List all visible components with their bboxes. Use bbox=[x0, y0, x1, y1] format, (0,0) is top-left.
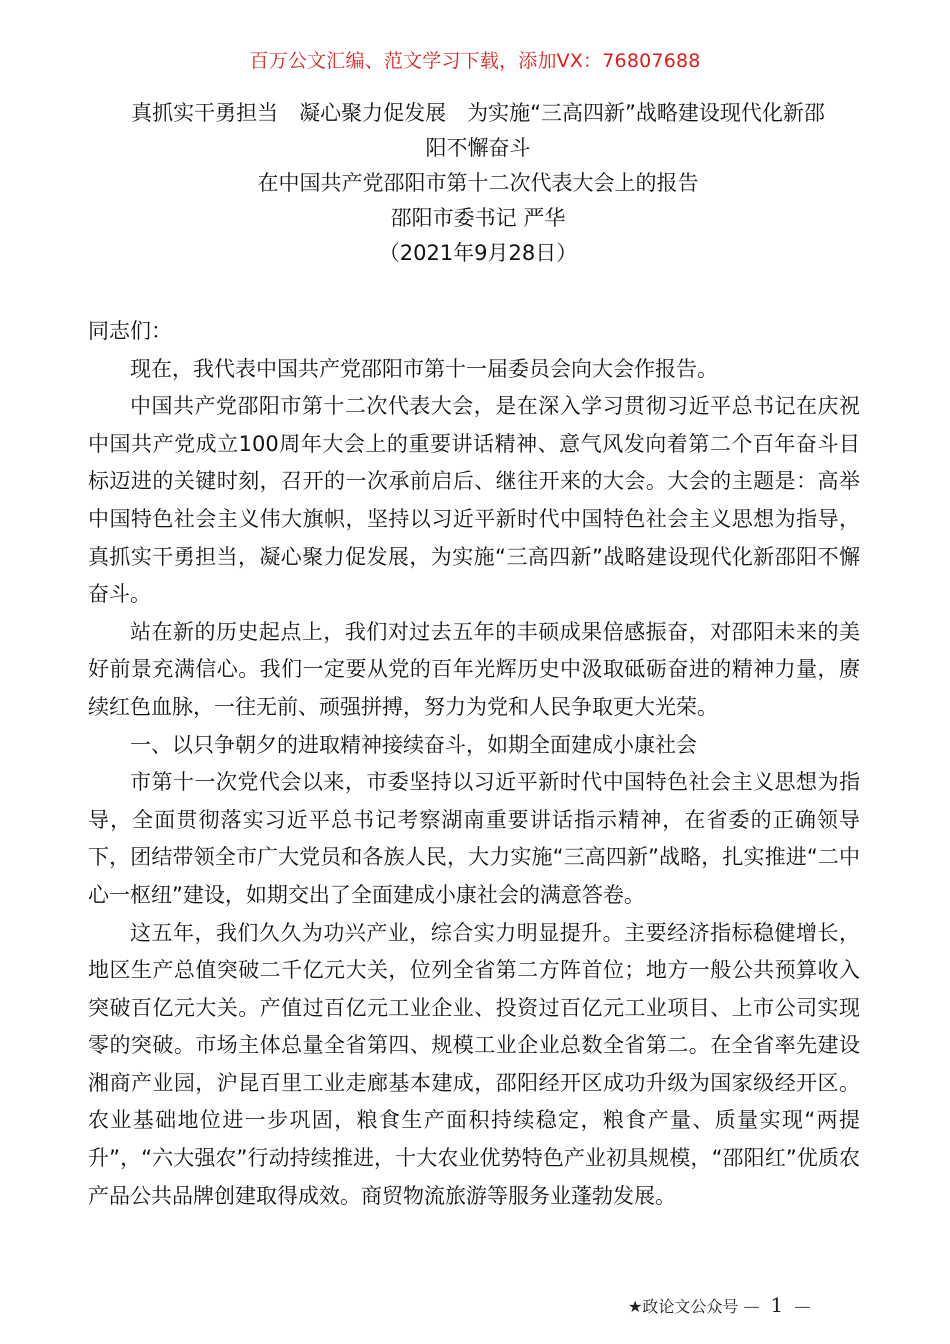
document-author: 邵阳市委书记 严华 bbox=[390, 206, 566, 230]
page-footer bbox=[628, 1293, 810, 1317]
footer-dash-right: — bbox=[794, 1297, 811, 1316]
paragraph-1: 现在，我代表中国共产党邵阳市第十一届委员会向大会作报告。 bbox=[130, 356, 718, 381]
paragraph-2: 中国共产党邵阳市第十二次代表大会，是在深入学习贯彻习近平总书记在庆祝中国共产党成立100周年大会上的重要讲话精神、意气风发向着第二个百年奋斗目标迈进的关键时刻，召开的一次承前启后、继往开来的大会。大会的主题是：高举中国特色社会主义伟大旗帜，坚持以习近平新时代中国特色社会主义思想为指导，真抓实干勇担当，凝心聚力促发展，为实施“三高四新”战略建设现代化新邵阳不懈奋斗。 bbox=[88, 394, 860, 607]
page-number: 1 bbox=[770, 1293, 784, 1317]
document-title-block bbox=[88, 96, 868, 271]
document-subtitle: 在中国共产党邵阳市第十二次代表大会上的报告 bbox=[257, 171, 699, 195]
watermark-banner: 百万公文汇编、范文学习下载，添加VX：76807688 bbox=[249, 50, 701, 72]
footer-source: ★政论文公众号 bbox=[628, 1297, 739, 1316]
paragraph-3: 站在新的历史起点上，我们对过去五年的丰硕成果倍感振奋，对邵阳未来的美好前景充满信心。我们一定要从党的百年光辉历史中汲取砥砺奋进的精神力量，赓续红色血脉，一往无前、顽强拼搏，努力为党和人民争取更大光荣。 bbox=[88, 619, 860, 719]
salutation: 同志们： bbox=[88, 319, 172, 343]
paragraph-4: 市第十一次党代会以来，市委坚持以习近平新时代中国特色社会主义思想为指导，全面贯彻落实习近平总书记考察湖南重要讲话指示精神，在省委的正确领导下，团结带领全市广大党员和各族人民，大力实施“三高四新”战略，扎实推进“二中心一枢纽”建设，如期交出了全面建成小康社会的满意答卷。 bbox=[88, 770, 860, 907]
paragraph-5: 这五年，我们久久为功兴产业，综合实力明显提升。主要经济指标稳健增长，地区生产总值突破二千亿元大关，位列全省第二方阵首位；地方一般公共预算收入突破百亿元大关。产值过百亿元工业企业、投资过百亿元工业项目、上市公司实现零的突破。市场主体总量全省第四、规模工业企业总数全省第二。在全省率先建设湘商产业园，沪昆百里工业走廊基本建成，邵阳经开区成功升级为国家级经开区。农业基础地位进一步巩固，粮食生产面积持续稳定，粮食产量、质量实现“两提升”，“六大强农”行动持续推进，十大农业优势特色产业初具规模，“邵阳红”优质农产品公共品牌创建取得成效。商贸物流旅游等服务业蓬勃发展。 bbox=[88, 920, 860, 1208]
document-body bbox=[88, 313, 860, 1215]
document-title-line-1: 真抓实干勇担当 凝心聚力促发展 为实施“三高四新”战略建设现代化新邵 bbox=[131, 101, 825, 125]
document-title-line-2: 阳不懈奋斗 bbox=[425, 136, 531, 160]
section-heading-1: 一、以只争朝夕的进取精神接续奋斗，如期全面建成小康社会 bbox=[130, 732, 697, 757]
footer-dash-left: — bbox=[743, 1297, 760, 1316]
document-date: （2021年9月28日） bbox=[378, 241, 578, 265]
